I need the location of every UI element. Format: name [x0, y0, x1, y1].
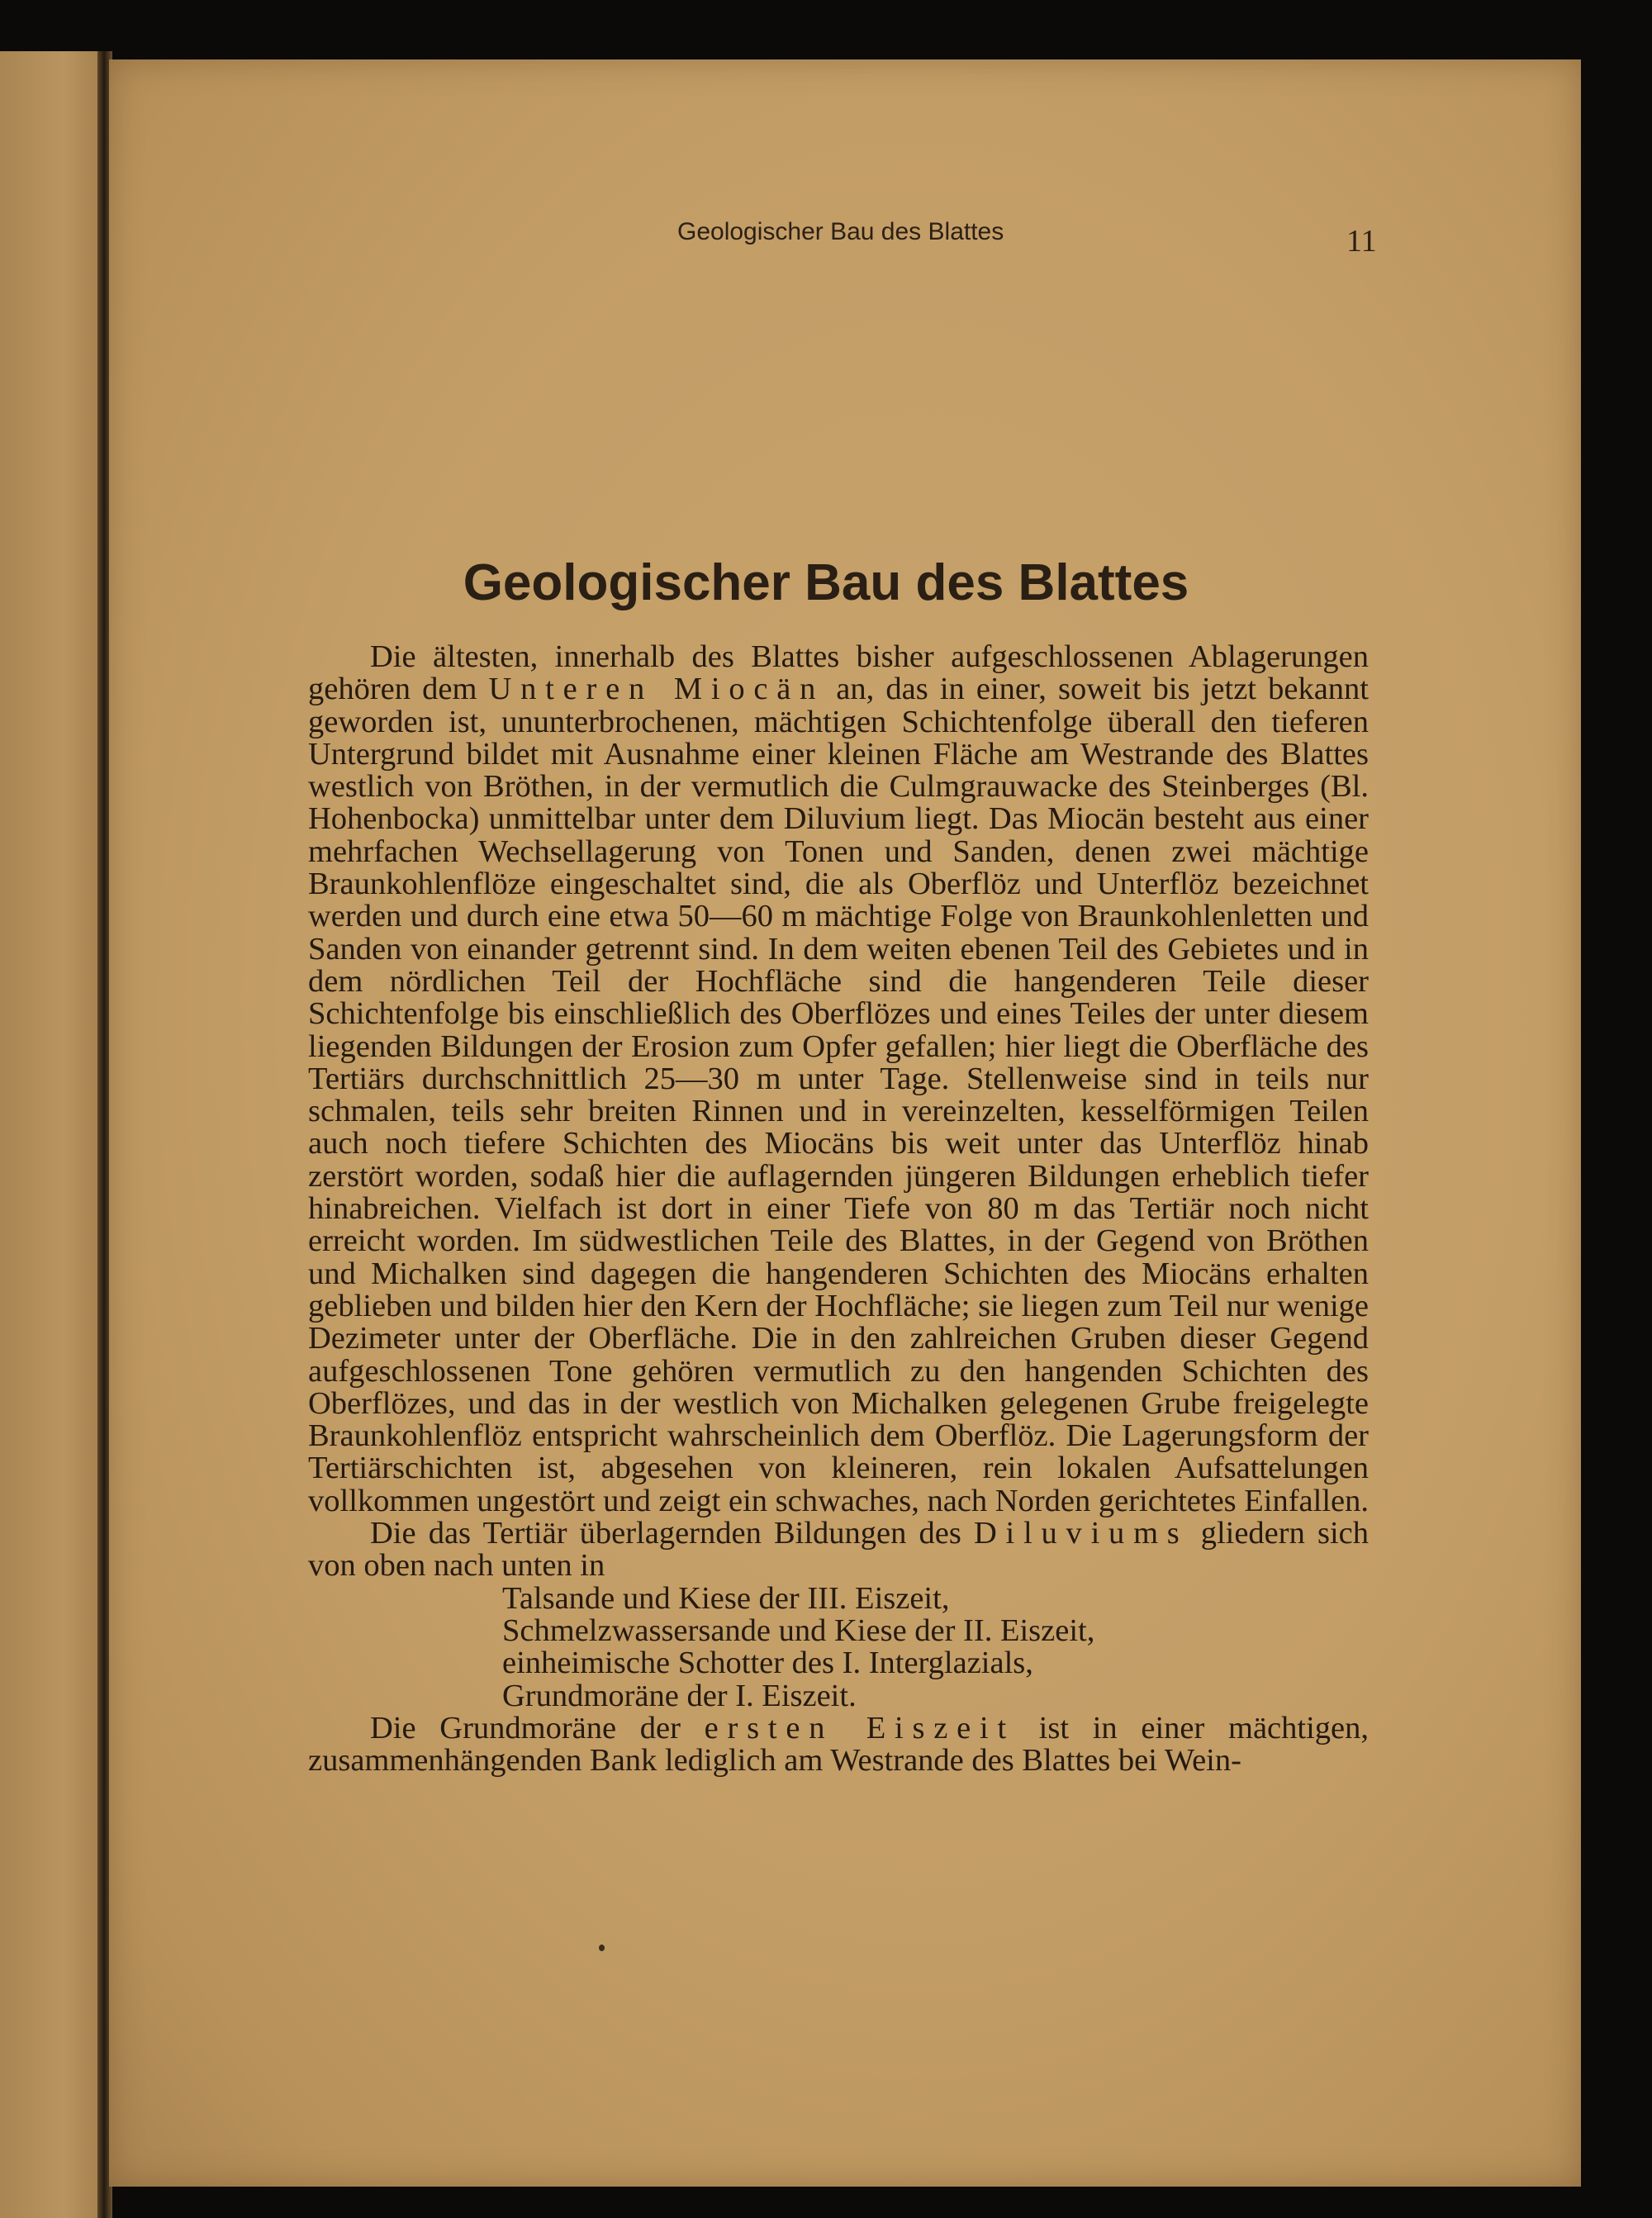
spaced-term-ersten-eiszeit: ersten Eiszeit — [704, 1710, 1015, 1745]
ink-speck — [599, 1945, 605, 1951]
spaced-term-unteren-miocaen: Unteren Miocän — [488, 672, 825, 707]
paragraph-tertiary — [308, 641, 1369, 1517]
list-item: Schmelzwassersande und Kiese der II. Eiszeit, — [502, 1612, 1095, 1648]
facing-page-edge — [0, 51, 106, 2218]
paragraph-diluvium — [308, 1517, 1369, 1583]
page-number: 11 — [1346, 224, 1377, 259]
paragraph-2-text-b: gliedern sich von oben nach unten in — [308, 1516, 1369, 1584]
spaced-term-diluviums: Diluviums — [973, 1516, 1189, 1551]
list-item: Talsande und Kiese der III. Eiszeit, — [502, 1580, 950, 1616]
list-item: Grundmoräne der I. Eiszeit. — [502, 1678, 857, 1713]
running-header: Geologischer Bau des Blattes — [677, 218, 1004, 245]
stratigraphy-list — [308, 1580, 1369, 1713]
section-title: Geologischer Bau des Blattes — [463, 554, 1189, 611]
paragraph-grundmoraene — [308, 1712, 1369, 1778]
list-item: einheimische Schotter des I. Interglazials, — [502, 1646, 1033, 1681]
paragraph-1-text-a: Die ältesten, innerhalb des Blattes bisher aufgeschlossenen Ablagerungen gehören dem — [308, 639, 1369, 707]
paragraph-3-text-a: Die Grundmoräne der — [370, 1710, 705, 1745]
paragraph-3-text-b: ist in einer mächtigen, zusammenhängenden Bank lediglich am Westrande des Blattes bei Wein- — [308, 1710, 1369, 1779]
paragraph-1-text-b: an, das in einer, soweit bis jetzt bekannt geworden ist, ununterbrochenen, mächtigen Schichtenfolge überall den tieferen Untergrund bildet mit Ausnahme einer kleinen Fläche am Westrande des Blattes westlich von Bröthen, in der vermutlich die Culmgrauwacke des Steinberges (Bl. Hohenbocka) unmittelbar unter dem Diluvium liegt. Das Miocän besteht aus einer mehrfachen Wechsellagerung von Tonen und Sanden, denen zwei mächtige Braunkohlenflöze eingeschaltet sind, die als Oberflöz und Unterflöz bezeichnet werden und durch eine etwa 50—60 m mächtige Folge von Braunkohlenletten und Sanden von einander getrennt sind. In dem weiten ebenen Teil des Gebietes und in dem nördlichen Teil der Hochfläche sind die hangenderen Teile dieser Schichtenfolge bis einschließlich des Oberflözes und eines Teiles der unter diesem liegenden Bildungen der Erosion zum Opfer gefallen; hier liegt die Oberfläche des Tertiärs durchschnittlich 25—30 m unter Tage. Stellenweise sind in teils nur schmalen, teils sehr breiten Rinnen und in vereinzelten, kesselförmigen Teilen auch noch tiefere Schichten des Miocäns bis weit unter das Unterflöz hinab zerstört worden, sodaß hier die auflagernden jüngeren Bildungen erheblich tiefer hinabreichen. Vielfach ist dort in einer Tiefe von 80 m das Tertiär noch nicht erreicht worden. Im südwestlichen Teile des Blattes, in der Gegend von Bröthen und Michalken sind dagegen die hangenderen Schichten des Miocäns erhalten geblieben und bilden hier den Kern der Hochfläche; sie liegen zum Teil nur wenige Dezimeter unter der Oberfläche. Die in den zahlreichen Gruben dieser Gegend aufgeschlossenen Tone gehören vermutlich zu den hangenden Schichten des Oberflözes, und das in der westlich von Michalken gelegenen Grube freigelegte Braunkohlenflöz entspricht wahrscheinlich dem Oberflöz. Die Lagerungsform der Tertiärschichten ist, abgesehen von kleineren, rein lokalen Aufsattelungen vollkommen ungestört und zeigt ein schwaches, nach Norden gerichtetes Einfallen. — [308, 672, 1369, 1518]
paragraph-2-text-a: Die das Tertiär überlagernden Bildungen des — [370, 1516, 974, 1551]
body-text — [308, 641, 1369, 1777]
